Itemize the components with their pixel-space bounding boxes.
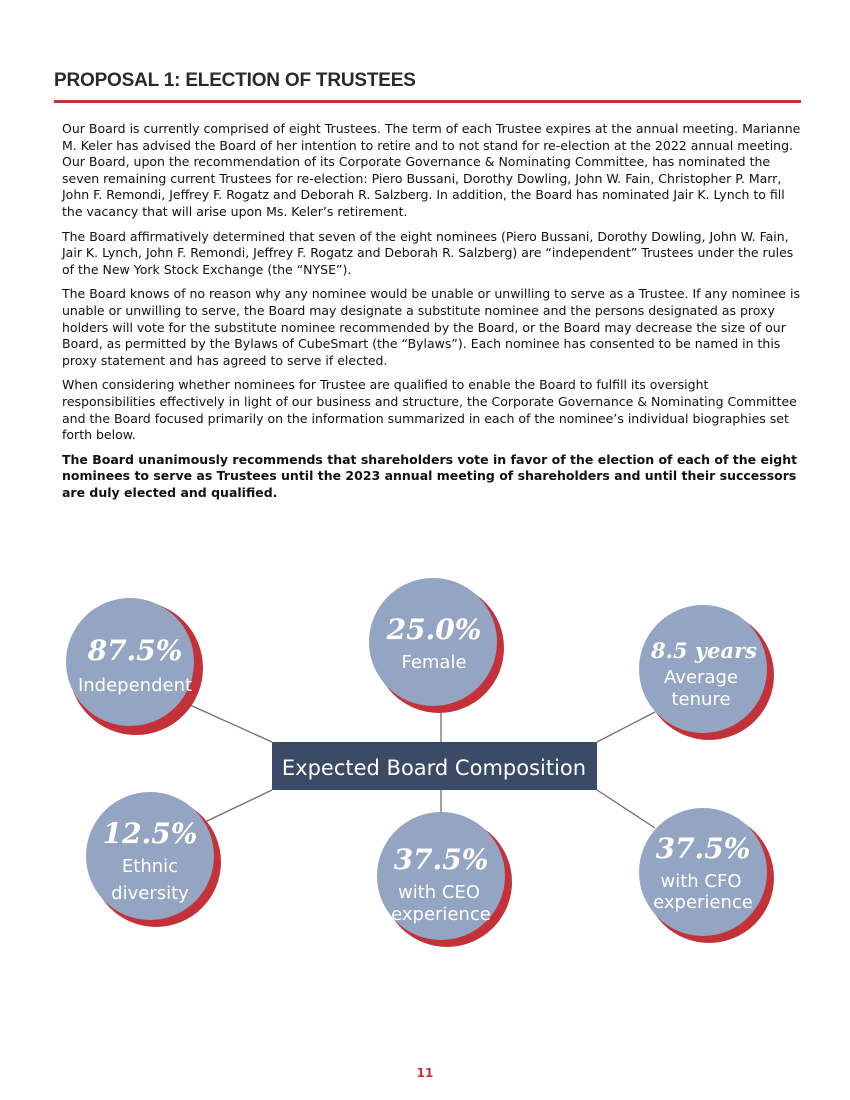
stat-ceo-experience	[377, 812, 512, 947]
board-composition-diagram	[0, 560, 850, 980]
stat-label-ethnic-2: diversity	[111, 883, 189, 904]
stat-label-cfo-2: experience	[653, 892, 753, 913]
stat-female	[369, 578, 504, 713]
stat-value-tenure: 8.5 years	[651, 638, 757, 663]
stat-label-female: Female	[401, 652, 467, 673]
center-box	[272, 742, 597, 790]
stat-label-ceo-1: with CEO	[397, 882, 481, 903]
stat-cfo-experience	[639, 808, 774, 943]
stat-value-cfo: 37.5%	[655, 832, 751, 865]
heading-divider	[54, 100, 801, 103]
stat-value-independent: 87.5%	[87, 634, 183, 667]
paragraph-qualifications: When considering whether nominees for Trustee are qualified to enable the Board to fulfill its oversight responsibilities effectively in light of our business and structure, the Corporate Governance & Nominating Committee and the Board focused primarily on the information summarized in each of the nominee’s individual biographies set forth below.	[62, 377, 797, 443]
paragraph-independence: The Board affirmatively determined that seven of the eight nominees (Piero Bussani, Dorothy Dowling, John W. Fain, Jair K. Lynch, John F. Remondi, Jeffrey F. Rogatz and Deborah R. Salzberg) are “independent” Trustees under the rules of the New York Stock Exchange (the “NYSE”).	[62, 228, 794, 277]
board-recommendation: The Board unanimously recommends that shareholders vote in favor of the election of each of the eight nominees to serve as Trustees until the 2023 annual meeting of shareholders and until their successors are duly elected and qualified.	[62, 451, 798, 500]
paragraph-substitute-nominee: The Board knows of no reason why any nominee would be unable or unwilling to serve as a Trustee. If any nominee is unable or unwilling to serve, the Board may designate a substitute nominee and the persons designated as proxy holders will vote for the substitute nominee recommended by the Board, or the Board may decrease the size of our Board, as permitted by the Bylaws of CubeSmart (the “Bylaws”). Each nominee has consented to be named in this proxy statement and has agreed to serve if elected.	[62, 286, 800, 368]
page-heading: PROPOSAL 1: ELECTION OF TRUSTEES	[54, 70, 416, 91]
stat-label-ceo-2: experience	[391, 904, 491, 925]
stat-label-cfo-1: with CFO	[660, 871, 742, 892]
page-number: 11	[416, 1066, 434, 1080]
stat-label-tenure-2: tenure	[671, 689, 731, 710]
stat-ethnic-diversity	[86, 792, 221, 927]
body-text	[62, 121, 802, 509]
center-label: Expected Board Composition	[281, 756, 587, 780]
stat-label-ethnic-1: Ethnic	[121, 856, 179, 877]
stat-value-ceo: 37.5%	[393, 843, 489, 876]
stat-label-tenure-1: Average	[664, 667, 738, 688]
stat-label-independent: Independent	[77, 675, 193, 696]
stat-value-female: 25.0%	[386, 613, 482, 646]
stat-value-ethnic: 12.5%	[102, 817, 198, 850]
stat-average-tenure	[639, 605, 774, 740]
paragraph-board-composition: Our Board is currently comprised of eight Trustees. The term of each Trustee expires at the annual meeting. Marianne M. Keler has advised the Board of her intention to retire and to not stand for re-election at the 2022 annual meeting. Our Board, upon the recommendation of its Corporate Governance & Nominating Committee, has nominated the seven remaining current Trustees for re-election: Piero Bussani, Dorothy Dowling, John W. Fain, Christopher P. Marr, John F. Remondi, Jeffrey F. Rogatz and Deborah R. Salzberg. In addition, the Board has nominated Jair K. Lynch to fill the vacancy that will arise upon Ms. Keler’s retirement.	[62, 121, 801, 219]
stat-independent	[66, 598, 203, 735]
